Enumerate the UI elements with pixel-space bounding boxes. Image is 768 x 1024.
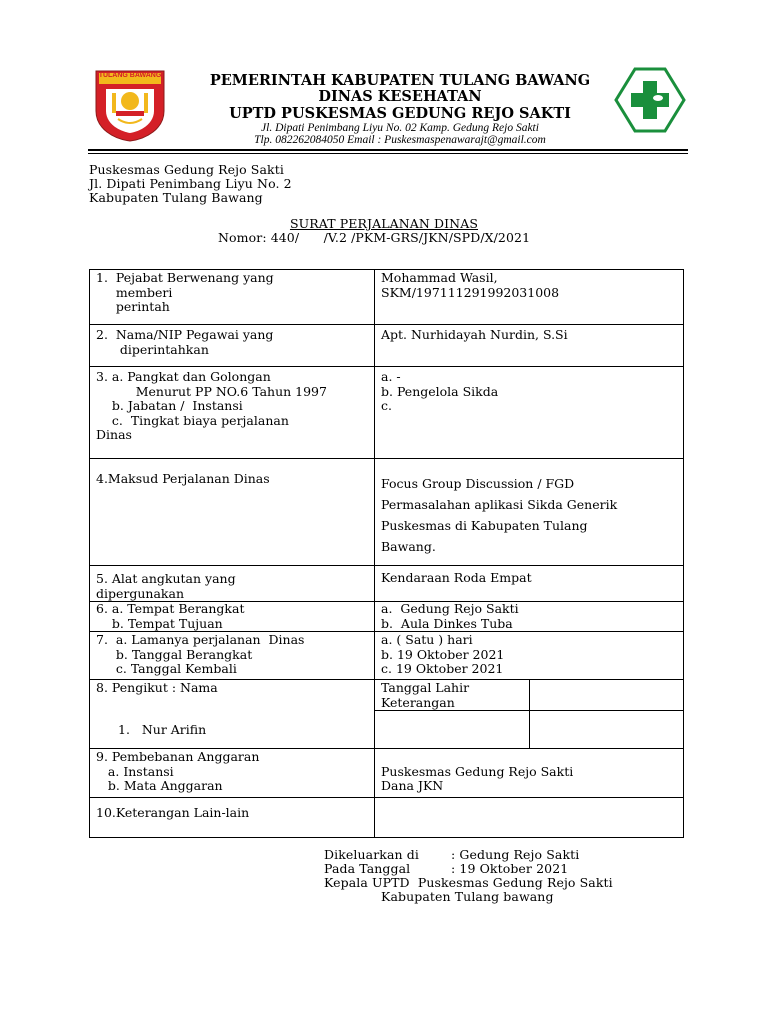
regency-logo (92, 67, 168, 143)
kop-line1: PEMERINTAH KABUPATEN TULANG BAWANG (209, 72, 591, 89)
follower-birthdate (375, 711, 530, 749)
row-rank-position (90, 367, 684, 459)
kop-line2: DINAS KESEHATAN (318, 88, 482, 105)
signer-title: Kepala UPTD Puskesmas Gedung Rejo Sakti (324, 875, 613, 890)
kop-line3: UPTD PUSKESMAS GEDUNG REJO SAKTI (229, 105, 571, 122)
value-duration: a. ( Satu ) hari b. 19 Oktober 2021 c. 19 Oktober 2021 (375, 632, 684, 680)
row-purpose (90, 459, 684, 566)
label-authorizing-official: 1. Pejabat Berwenang yang memberi perintah (90, 270, 375, 325)
row-budget (90, 749, 684, 798)
follower-name: 1. Nur Arifin (90, 711, 375, 749)
value-transport: Kendaraan Roda Empat (375, 566, 684, 602)
letterhead-rule-thin (88, 153, 688, 154)
value-places: a. Gedung Rejo Sakti b. Aula Dinkes Tuba (375, 602, 684, 632)
sender-line2: Jl. Dipati Penimbang Liyu No. 2 (89, 176, 292, 191)
row-duration (90, 632, 684, 680)
value-budget: Puskesmas Gedung Rejo Sakti Dana JKN (375, 749, 684, 798)
value-followers-header: Tanggal Lahir Keterangan (375, 680, 530, 711)
value-authorizing-official: Mohammad Wasil, SKM/197111291992031008 (375, 270, 684, 325)
label-rank-position: 3. a. Pangkat dan Golongan Menurut PP NO.6 Tahun 1997 b. Jabatan / Instansi c. Tingkat biaya perjalanan Dinas (90, 367, 375, 459)
letterhead-rule-thick (88, 149, 688, 151)
sender-line3: Kabupaten Tulang Bawang (89, 190, 263, 205)
date-value: : 19 Oktober 2021 (451, 861, 569, 876)
value-purpose: Focus Group Discussion / FGD Permasalahan aplikasi Sikda Generik Puskesmas di Kabupaten Tulang Bawang. (375, 459, 684, 566)
follower-note (529, 711, 684, 749)
document-title: SURAT PERJALANAN DINAS (289, 216, 479, 231)
sender-line1: Puskesmas Gedung Rejo Sakti (89, 162, 284, 177)
value-employee: Apt. Nurhidayah Nurdin, S.Si (375, 325, 684, 367)
row-places (90, 602, 684, 632)
issued-value: : Gedung Rejo Sakti (451, 847, 580, 862)
date-label: Pada Tanggal (324, 861, 411, 876)
document-number: Nomor: 440/ /V.2 /PKM-GRS/JKN/SPD/X/2021 (218, 230, 531, 245)
row-remarks (90, 798, 684, 838)
row-authorizing-official (90, 270, 684, 325)
signer-region: Kabupaten Tulang bawang (381, 889, 554, 904)
row-employee (90, 325, 684, 367)
regency-logo-label: TULANG BAWANG (98, 72, 162, 79)
label-remarks: 10.Keterangan Lain-lain (90, 798, 375, 838)
row-followers-list (90, 711, 684, 749)
issued-label: Dikeluarkan di (324, 847, 419, 862)
row-transport (90, 566, 684, 602)
label-budget: 9. Pembebanan Anggaran a. Instansi b. Mata Anggaran (90, 749, 375, 798)
value-remarks (375, 798, 684, 838)
followers-extra-cell (529, 680, 684, 711)
label-employee: 2. Nama/NIP Pegawai yang diperintahkan (90, 325, 375, 367)
label-duration: 7. a. Lamanya perjalanan Dinas b. Tanggal Berangkat c. Tanggal Kembali (90, 632, 375, 680)
kop-contact: Tlp. 082262084050 Email : Puskesmaspenawarajt@gmail.com (254, 134, 546, 146)
label-places: 6. a. Tempat Berangkat b. Tempat Tujuan (90, 602, 375, 632)
sppd-table (89, 269, 684, 838)
value-rank-position: a. - b. Pengelola Sikda c. (375, 367, 684, 459)
label-purpose: 4.Maksud Perjalanan Dinas (90, 459, 375, 566)
label-transport: 5. Alat angkutan yang dipergunakan (90, 566, 375, 602)
row-followers-header (90, 680, 684, 711)
kop-address: Jl. Dipati Penimbang Liyu No. 02 Kamp. Gedung Rejo Sakti (261, 122, 539, 134)
label-followers: 8. Pengikut : Nama (90, 680, 375, 711)
health-cross-logo (614, 67, 686, 133)
